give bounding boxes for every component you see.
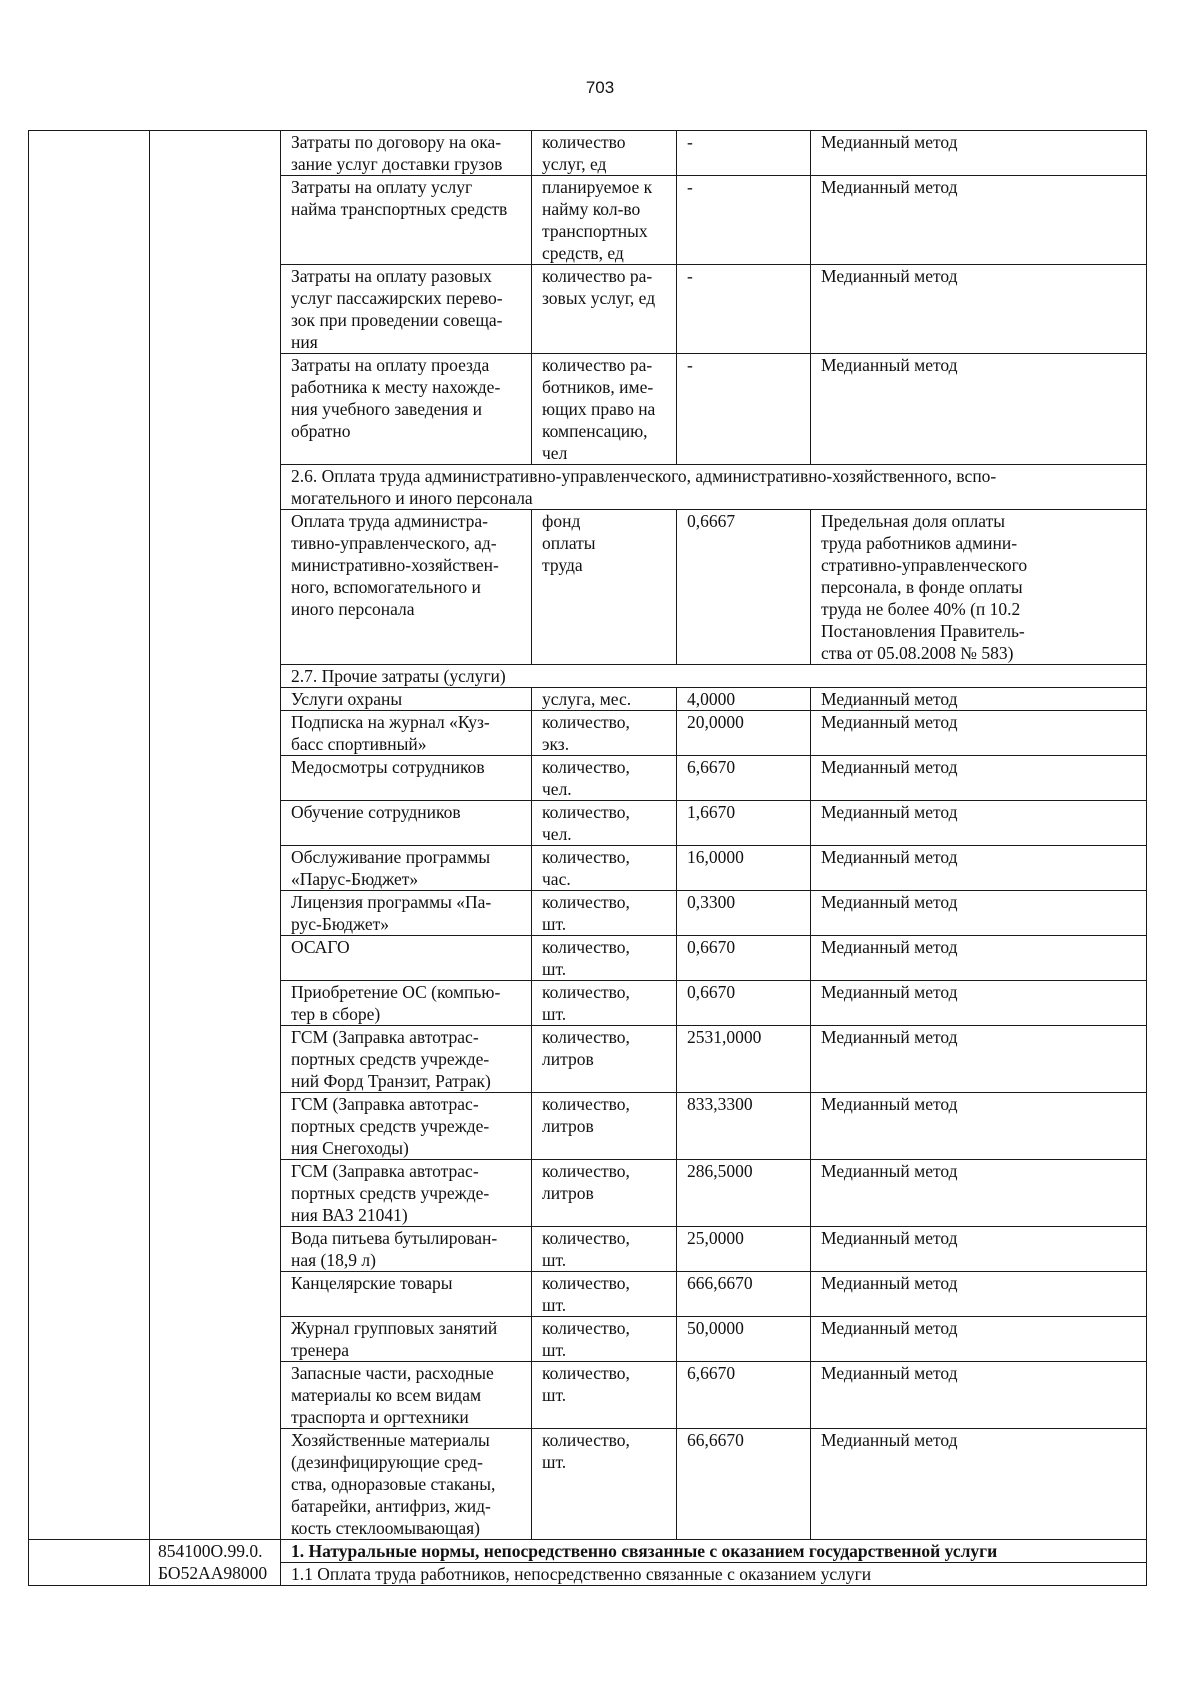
cell-method: Предельная доля оплаты труда работников админи- стративно-управленческого персонала, в фонде оплаты труда не более 40% (п 10.2 Постановления Правитель- ства от 05.08.2008 № 583) [811,510,1147,665]
cell-unit: количество, шт. [532,891,677,936]
cell-unit: количество, шт. [532,1362,677,1429]
cell-name: Затраты на оплату услуг найма транспортных средств [281,176,532,265]
page-number: 703 [585,78,615,97]
cell-unit: количество, чел. [532,756,677,801]
cell-unit: количество услуг, ед [532,131,677,176]
natural-norms-heading: 1. Натуральные нормы, непосредственно связанные с оказанием государственной услуги [281,1540,1147,1563]
bottom-row [29,1540,1147,1563]
cell-value: 0,6670 [677,981,811,1026]
cell-value: 286,5000 [677,1160,811,1227]
cell-name: Услуги охраны [281,688,532,711]
cell-name: Лицензия программы «Па- рус-Бюджет» [281,891,532,936]
cell-name: Канцелярские товары [281,1272,532,1317]
cell-value: 6,6670 [677,1362,811,1429]
cell-name: ГСМ (Заправка автотрас- портных средств учрежде- ний Форд Транзит, Ратрак) [281,1026,532,1093]
cell-unit: количество, шт. [532,981,677,1026]
cell-method: Медианный метод [811,756,1147,801]
labor-subheading: 1.1 Оплата труда работников, непосредственно связанные с оказанием услуги [281,1563,1147,1586]
cell-unit: количество, чел. [532,801,677,846]
cell-method: Медианный метод [811,176,1147,265]
service-code: 854100О.99.0. БО52АА98000 [150,1540,281,1586]
cell-method: Медианный метод [811,891,1147,936]
cell-value: 666,6670 [677,1272,811,1317]
cell-value: 0,6670 [677,936,811,981]
cell-unit: количество, литров [532,1160,677,1227]
cell-method: Медианный метод [811,354,1147,465]
cell-value: 16,0000 [677,846,811,891]
cell-name: Медосмотры сотрудников [281,756,532,801]
cell-name: Оплата труда администра- тивно-управленческого, ад- министративно-хозяйствен- ного, вспомогательного и иного персонала [281,510,532,665]
cell-value: 2531,0000 [677,1026,811,1093]
cell-unit: количество, шт. [532,936,677,981]
section-heading: 2.7. Прочие затраты (услуги) [281,665,1147,688]
cell-unit: количество, литров [532,1093,677,1160]
table-row [29,131,1147,176]
cell-value: - [677,131,811,176]
cell-unit: количество ра- ботников, име- ющих право на компенсацию, чел [532,354,677,465]
cell-name: ГСМ (Заправка автотрас- портных средств учрежде- ния ВАЗ 21041) [281,1160,532,1227]
cell-value: - [677,354,811,465]
cell-method: Медианный метод [811,936,1147,981]
cell-name: Затраты на оплату разовых услуг пассажирских перево- зок при проведении совеща- ния [281,265,532,354]
cell-method: Медианный метод [811,711,1147,756]
cell-value: 0,6667 [677,510,811,665]
cell-method: Медианный метод [811,1272,1147,1317]
cell-name: Затраты по договору на ока- зание услуг доставки грузов [281,131,532,176]
cell-name: Вода питьева бутылирован- ная (18,9 л) [281,1227,532,1272]
cell-name: Затраты на оплату проезда работника к месту нахожде- ния учебного заведения и обратно [281,354,532,465]
cell-value: - [677,176,811,265]
cell-empty-col2 [150,131,281,1540]
cell-unit: количество, шт. [532,1317,677,1362]
cell-value: 1,6670 [677,801,811,846]
cell-method: Медианный метод [811,1429,1147,1540]
cell-method: Медианный метод [811,131,1147,176]
cell-unit: количество, шт. [532,1227,677,1272]
cell-value: 833,3300 [677,1093,811,1160]
cell-method: Медианный метод [811,1026,1147,1093]
cell-method: Медианный метод [811,1160,1147,1227]
cell-empty-col1 [29,1540,150,1586]
cell-value: 6,6670 [677,756,811,801]
cell-method: Медианный метод [811,1227,1147,1272]
cell-name: Запасные части, расходные материалы ко всем видам траспорта и оргтехники [281,1362,532,1429]
cell-name: Обслуживание программы «Парус-Бюджет» [281,846,532,891]
norms-table [28,130,1147,1586]
cell-name: Хозяйственные материалы (дезинфицирующие сред- ства, одноразовые стаканы, батарейки, антифриз, жид- кость стеклоомывающая) [281,1429,532,1540]
cell-unit: количество, экз. [532,711,677,756]
cell-value: - [677,265,811,354]
cell-name: Приобретение ОС (компью- тер в сборе) [281,981,532,1026]
cell-method: Медианный метод [811,1093,1147,1160]
section-heading: 2.6. Оплата труда административно-управленческого, административно-хозяйственного, вспо- могательного и иного персонала [281,465,1147,510]
cell-method: Медианный метод [811,688,1147,711]
cell-unit: количество, литров [532,1026,677,1093]
cell-value: 0,3300 [677,891,811,936]
cell-unit: количество ра- зовых услуг, ед [532,265,677,354]
cell-unit: количество, час. [532,846,677,891]
cell-name: ОСАГО [281,936,532,981]
cell-name: Подписка на журнал «Куз- басс спортивный» [281,711,532,756]
cell-method: Медианный метод [811,801,1147,846]
cell-method: Медианный метод [811,1317,1147,1362]
cell-name: ГСМ (Заправка автотрас- портных средств учрежде- ния Снегоходы) [281,1093,532,1160]
cell-unit: фонд оплаты труда [532,510,677,665]
cell-method: Медианный метод [811,981,1147,1026]
cell-name: Обучение сотрудников [281,801,532,846]
cell-method: Медианный метод [811,846,1147,891]
cell-value: 25,0000 [677,1227,811,1272]
cell-name: Журнал групповых занятий тренера [281,1317,532,1362]
cell-method: Медианный метод [811,1362,1147,1429]
cell-value: 66,6670 [677,1429,811,1540]
cell-unit: услуга, мес. [532,688,677,711]
cell-unit: планируемое к найму кол-во транспортных средств, ед [532,176,677,265]
cell-method: Медианный метод [811,265,1147,354]
cell-unit: количество, шт. [532,1272,677,1317]
cell-value: 4,0000 [677,688,811,711]
cell-empty-col1 [29,131,150,1540]
cell-value: 50,0000 [677,1317,811,1362]
cell-unit: количество, шт. [532,1429,677,1540]
cell-value: 20,0000 [677,711,811,756]
